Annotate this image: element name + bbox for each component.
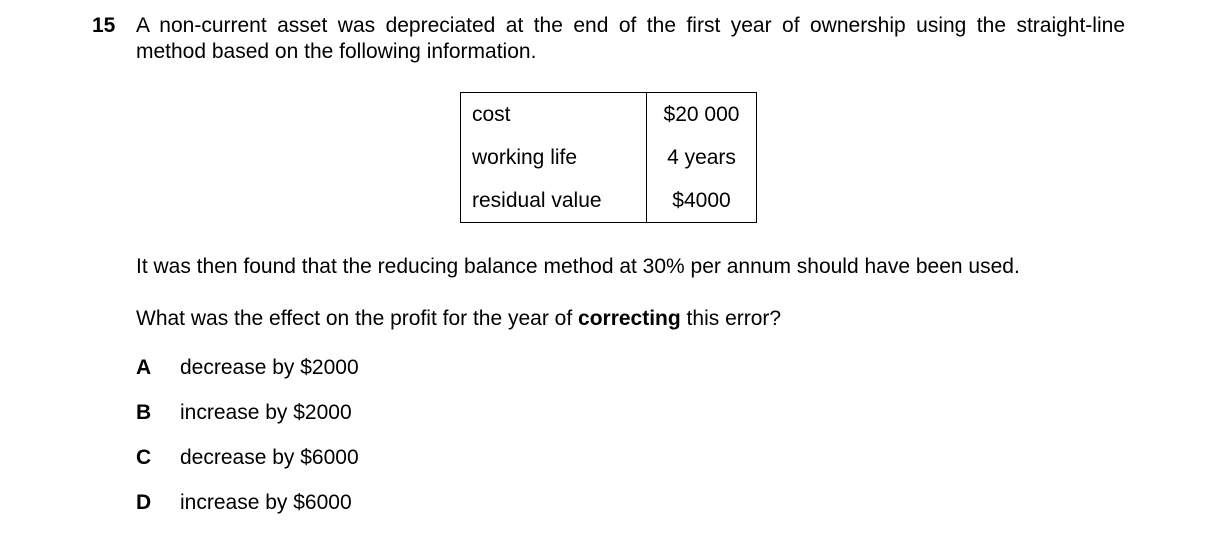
working-life-value: 4 years — [667, 146, 736, 169]
working-life-label: working life — [461, 136, 647, 179]
prompt-text-before: What was the effect on the profit for the year of — [136, 307, 579, 330]
option-letter: D — [136, 491, 152, 514]
prompt-text-after: this error? — [680, 307, 782, 330]
method-paragraph: It was then found that the reducing balance method at 30% per annum should have been used. — [136, 255, 1020, 278]
table-row — [461, 93, 757, 137]
option-letter: A — [136, 356, 152, 379]
cost-value: $20 000 — [663, 103, 740, 126]
option-text: increase by $6000 — [180, 491, 352, 514]
residual-value-label: residual value — [461, 179, 647, 223]
option-letter: C — [136, 446, 152, 469]
table-row — [461, 179, 757, 223]
residual-value-value: $4000 — [672, 189, 731, 212]
table-row — [461, 136, 757, 179]
question-number: 15 — [92, 14, 116, 37]
option-letter: B — [136, 401, 152, 424]
info-table — [460, 92, 757, 223]
prompt-emphasis: correcting — [578, 307, 681, 330]
question-stem: A non-current asset was depreciated at the end of the first year of ownership using the straight-line method based on the following information. — [136, 14, 1125, 63]
option-text: decrease by $6000 — [180, 446, 359, 469]
cost-label: cost — [461, 93, 647, 137]
option-text: increase by $2000 — [180, 401, 352, 424]
option-text: decrease by $2000 — [180, 356, 359, 379]
question-prompt — [136, 306, 781, 332]
